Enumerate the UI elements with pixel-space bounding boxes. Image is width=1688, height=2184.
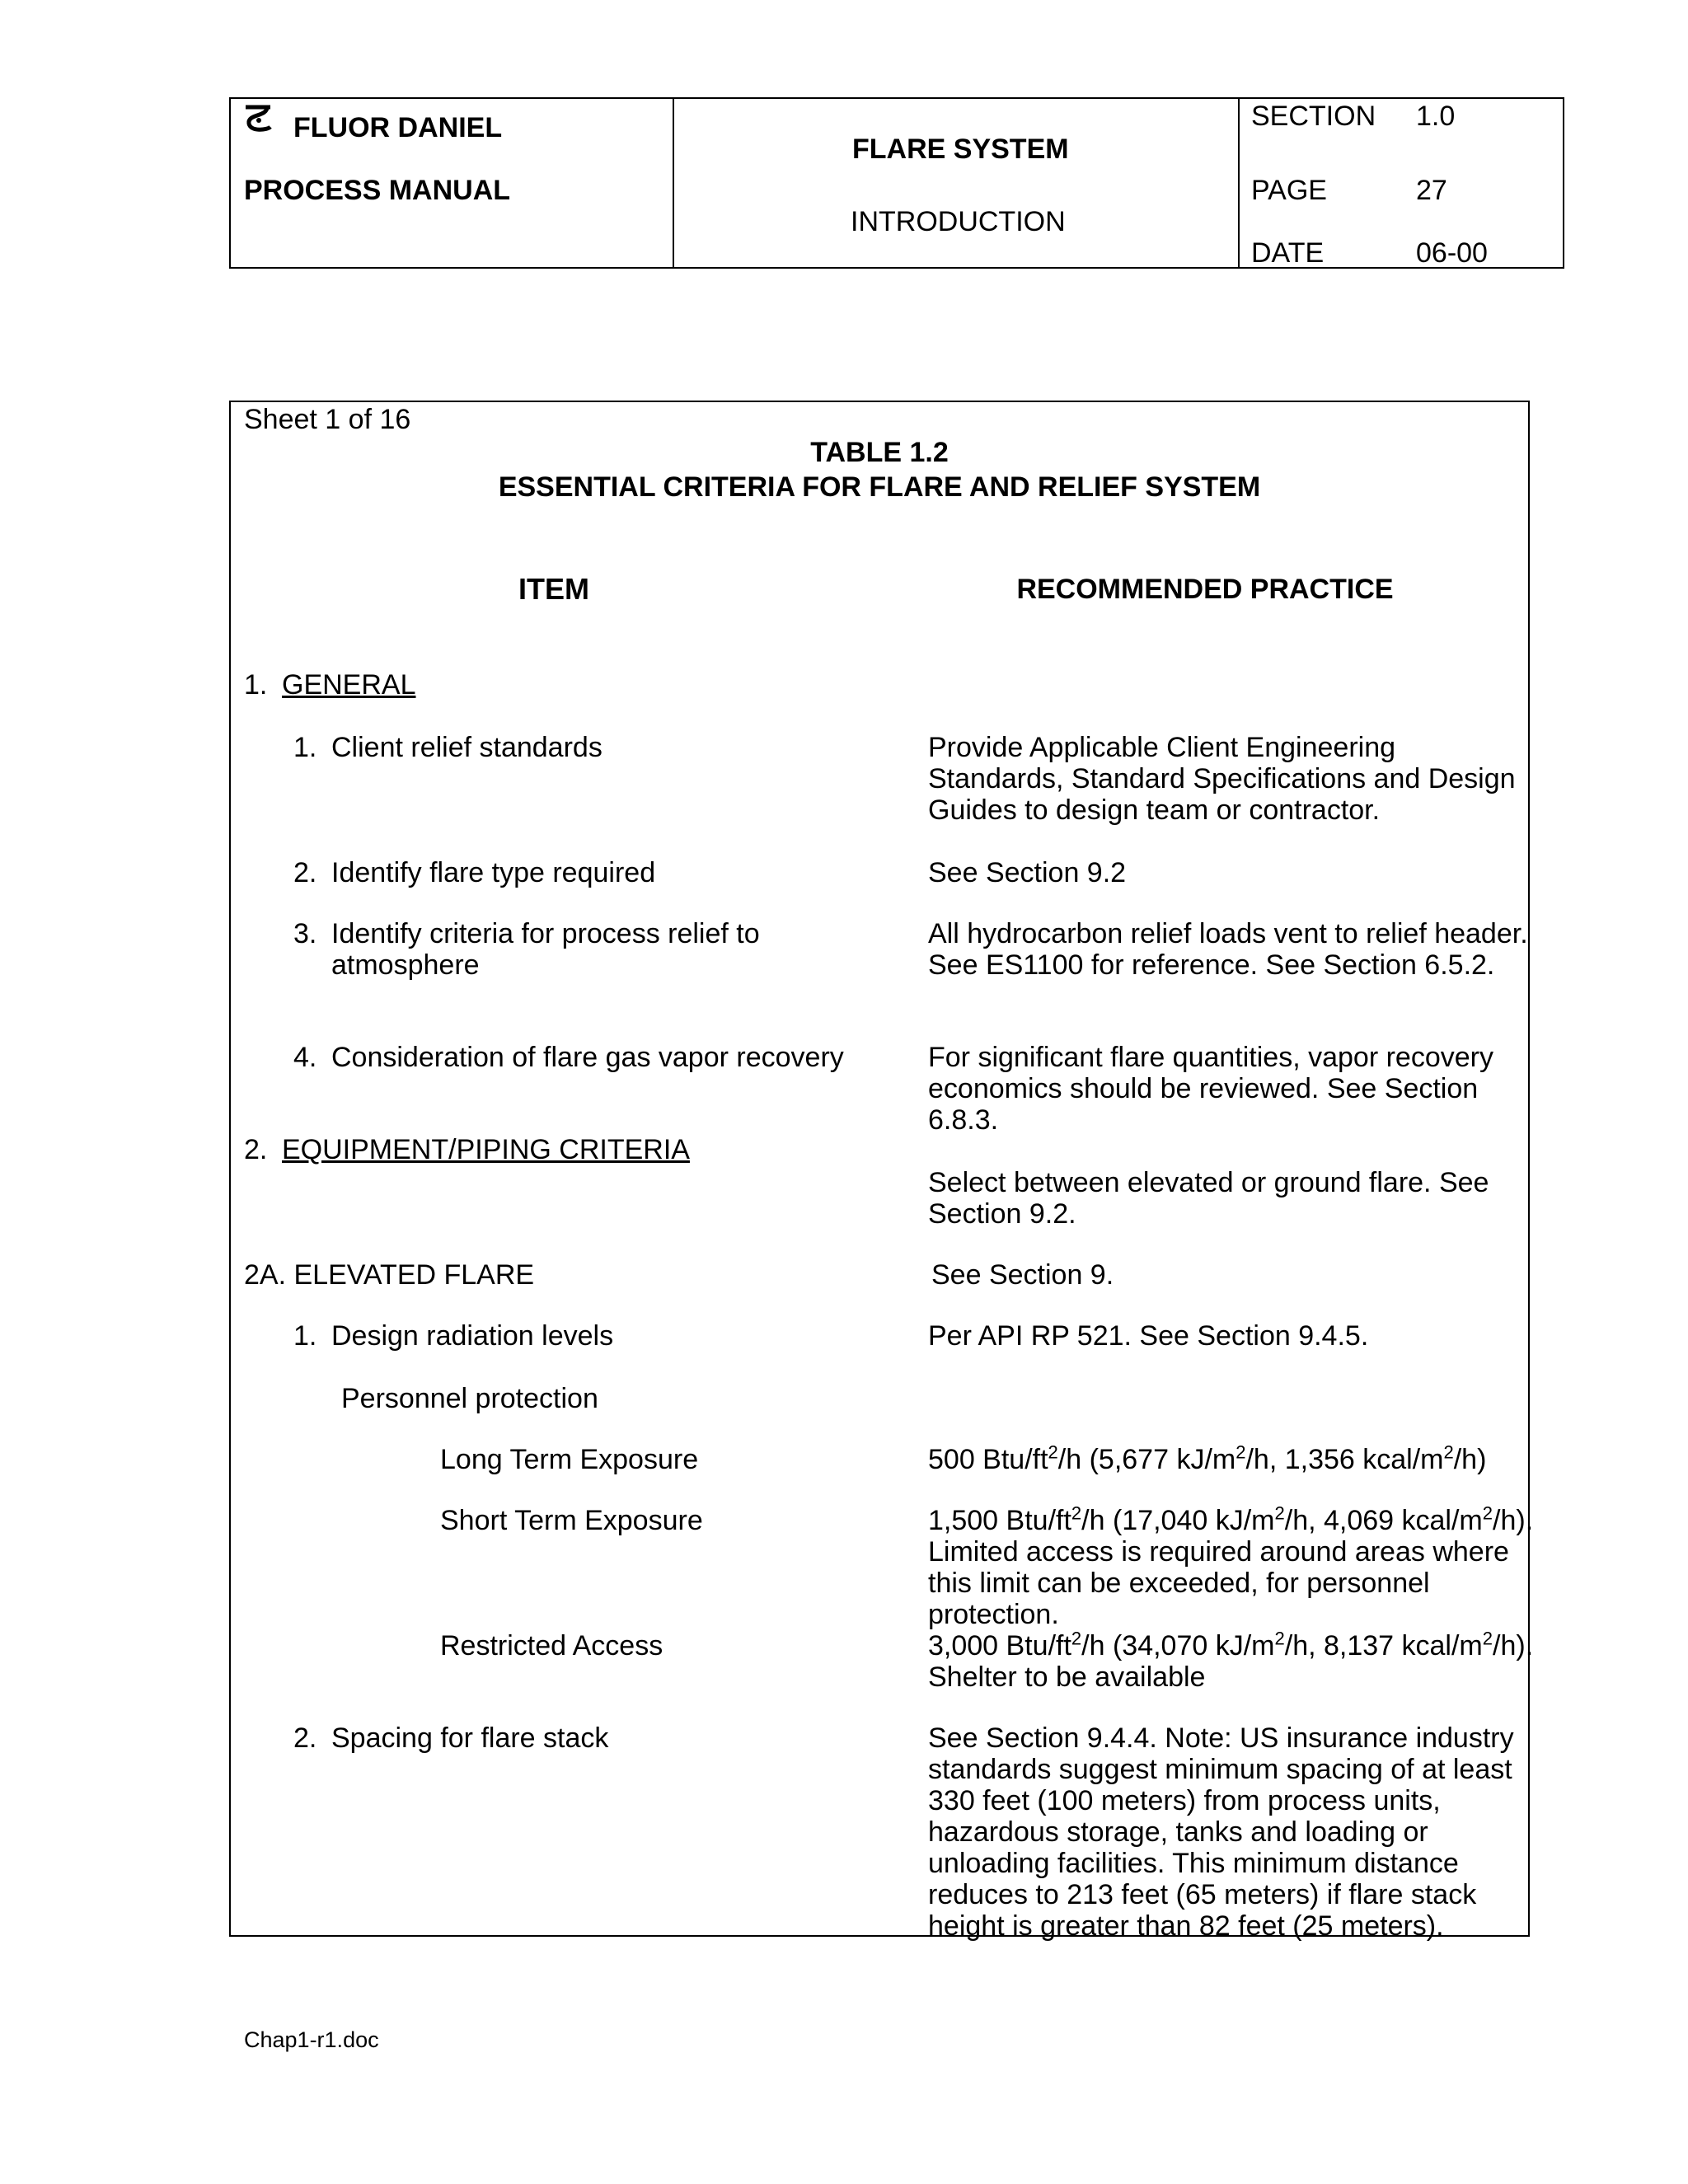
practice-text: See ES1100 for reference. See Section 6.5.2.	[928, 949, 1495, 981]
section-number: 1.	[244, 669, 268, 701]
practice-text: Provide Applicable Client Engineering	[928, 732, 1396, 763]
radiation-restricted-access: 3,000 Btu/$ft^2/h$ (34,070 $kJ/m^2/h$, 8,137 kcal/$m^2/h$).	[928, 1628, 1534, 1661]
item-short-term-exposure: Short Term Exposure	[440, 1505, 703, 1536]
item-personnel-protection: Personnel protection	[341, 1383, 598, 1414]
practice-text: standards suggest minimum spacing of at least	[928, 1754, 1512, 1785]
sheet-number: Sheet 1 of 16	[244, 404, 411, 435]
practice-text: Shelter to be available	[928, 1661, 1206, 1693]
section-heading-general: GENERAL	[282, 669, 416, 701]
table-number: TABLE 1.2	[810, 437, 949, 468]
item-process-relief-cont: atmosphere	[331, 949, 480, 981]
item-number: 1.	[293, 732, 317, 763]
fluor-daniel-logo-icon	[242, 102, 275, 147]
date-value: 06-00	[1416, 237, 1488, 269]
date-label: DATE	[1251, 237, 1325, 269]
manual-title: PROCESS MANUAL	[244, 175, 511, 206]
item-flare-type: Identify flare type required	[331, 857, 656, 888]
practice-text: economics should be reviewed. See Section	[928, 1073, 1479, 1104]
practice-text: Standards, Standard Specifications and Design	[928, 763, 1516, 794]
section-number: 2.	[244, 1134, 268, 1165]
practice-text: See Section 9.	[931, 1259, 1114, 1291]
column-header-item: ITEM	[518, 572, 589, 606]
item-radiation-levels: Design radiation levels	[331, 1320, 614, 1352]
practice-text: 330 feet (100 meters) from process units,	[928, 1785, 1441, 1816]
radiation-long-term: 500 Btu/$ft^2/h$ (5,677 $kJ/m^2/h$, 1,356 kcal/$m^2/h$)	[928, 1441, 1487, 1475]
item-number: 4.	[293, 1042, 317, 1073]
practice-text: See Section 9.4.4. Note: US insurance industry	[928, 1722, 1514, 1754]
column-header-practice: RECOMMENDED PRACTICE	[1016, 574, 1394, 605]
practice-text: All hydrocarbon relief loads vent to relief header.	[928, 918, 1528, 949]
table-title: ESSENTIAL CRITERIA FOR FLARE AND RELIEF SYSTEM	[498, 471, 1261, 503]
section-label: SECTION	[1251, 101, 1376, 132]
item-long-term-exposure: Long Term Exposure	[440, 1444, 699, 1475]
practice-text: Limited access is required around areas where	[928, 1536, 1509, 1568]
section-value: 1.0	[1416, 101, 1456, 132]
header-divider	[673, 99, 674, 267]
practice-text: protection.	[928, 1599, 1059, 1630]
radiation-short-term: 1,500 Btu/$ft^2/h$ (17,040 $kJ/m^2/h$, 4,069 kcal/$m^2/h$).	[928, 1502, 1534, 1536]
item-vapor-recovery: Consideration of flare gas vapor recovery	[331, 1042, 844, 1073]
practice-text: For significant flare quantities, vapor recovery	[928, 1042, 1493, 1073]
practice-text: unloading facilities. This minimum distance	[928, 1848, 1459, 1879]
document-title: FLARE SYSTEM	[852, 134, 1069, 165]
practice-text: Guides to design team or contractor.	[928, 794, 1381, 826]
page-value: 27	[1416, 175, 1447, 206]
footer-filename: Chap1-r1.doc	[244, 2027, 379, 2052]
document-subtitle: INTRODUCTION	[851, 206, 1066, 237]
practice-text: reduces to 213 feet (65 meters) if flare stack	[928, 1879, 1477, 1910]
section-heading-equipment: EQUIPMENT/PIPING CRITERIA	[282, 1134, 690, 1165]
practice-text: Section 9.2.	[928, 1198, 1076, 1230]
company-name: FLUOR DANIEL	[293, 112, 503, 143]
item-flare-stack-spacing: Spacing for flare stack	[331, 1722, 609, 1754]
practice-text: this limit can be exceeded, for personnel	[928, 1568, 1430, 1599]
item-number: 1.	[293, 1320, 317, 1352]
subsection-heading-elevated-flare: 2A. ELEVATED FLARE	[244, 1259, 535, 1291]
practice-text: 6.8.3.	[928, 1104, 999, 1136]
practice-text: See Section 9.2	[928, 857, 1127, 888]
item-number: 2.	[293, 1722, 317, 1754]
practice-text: height is greater than 82 feet (25 meters).	[928, 1910, 1444, 1942]
practice-text: Per API RP 521. See Section 9.4.5.	[928, 1320, 1369, 1352]
item-process-relief: Identify criteria for process relief to	[331, 918, 760, 949]
item-number: 3.	[293, 918, 317, 949]
item-restricted-access: Restricted Access	[440, 1630, 663, 1661]
header-divider	[1238, 99, 1240, 267]
item-number: 2.	[293, 857, 317, 888]
practice-text: Select between elevated or ground flare. See	[928, 1167, 1489, 1198]
item-client-relief-standards: Client relief standards	[331, 732, 603, 763]
page-label: PAGE	[1251, 175, 1327, 206]
practice-text: hazardous storage, tanks and loading or	[928, 1816, 1428, 1848]
